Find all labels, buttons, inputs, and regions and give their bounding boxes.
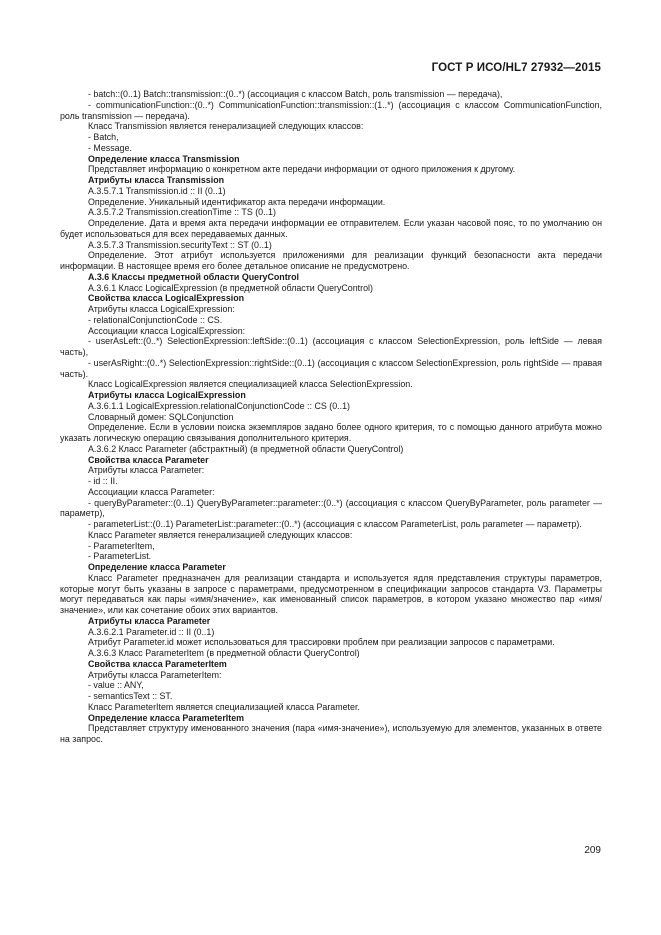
list-item: - Batch, [88, 132, 119, 142]
paragraph: A.3.5.7.3 Transmission.securityText :: ST (0..1) [88, 239, 272, 250]
paragraph: Класс Transmission является генерализацией следующих классов: [88, 121, 364, 132]
list-item: - id :: II. [88, 476, 118, 486]
paragraph: A.3.6.2.1 Parameter.id :: II (0..1) [88, 626, 215, 637]
section-heading: Свойства класса ParameterItem [88, 658, 227, 669]
paragraph: Класс Parameter предназначен для реализации стандарта и используется ядля представления структуры параметров, которые могут быть указаны в запросе с параметрами, предусмотренном в спецификации запросов стандарта V3. Параметры могут передаваться как пары «имя/значение», как именованный список параметров, в котором указано множество пар «имя/значение», или как сочетание обоих этих вариантов. [60, 572, 602, 615]
paragraph: - communicationFunction::(0..*) CommunicationFunction::transmission::(1..*) (ассоциация с классом CommunicationFunction, роль transmission — передача). [60, 99, 602, 121]
paragraph: A.3.6.1.1 LogicalExpression.relationalConjunctionCode :: CS (0..1) [88, 400, 350, 411]
page-body [60, 89, 602, 745]
page-number: 209 [584, 845, 601, 856]
section-heading: Свойства класса Parameter [88, 454, 209, 465]
paragraph: - userAsLeft::(0..*) SelectionExpression::leftSide::(0..1) (ассоциация с классом SelectionExpression, роль leftSide — левая часть), [60, 336, 602, 357]
section-heading: A.3.6 Классы предметной области QueryControl [88, 271, 300, 282]
paragraph: Представляет информацию о конкретном акте передачи информации от одного приложения к другому. [88, 164, 516, 175]
paragraph: Атрибуты класса Parameter: [88, 465, 205, 476]
paragraph: Класс Parameter является генерализацией следующих классов: [88, 529, 353, 540]
section-heading: Свойства класса LogicalExpression [88, 293, 245, 304]
list-item: - semanticsText :: ST. [88, 691, 173, 701]
paragraph: A.3.6.1 Класс LogicalExpression (в предметной области QueryControl) [88, 282, 373, 293]
paragraph: A.3.5.7.2 Transmission.creationTime :: TS (0..1) [88, 207, 276, 218]
paragraph: Определение. Если в условии поиска экземпляров задано более одного критерия, то с помощью данного атрибута можно указать логическую операцию связывания дополнительного критерия. [60, 422, 602, 443]
paragraph: A.3.6.3 Класс ParameterItem (в предметной области QueryControl) [88, 648, 360, 658]
paragraph: Определение. Этот атрибут используется приложениями для реализации функций безопасности акта передачи информации. В настоящее время его более детальное описание не предусмотрено. [60, 250, 602, 271]
section-heading: Атрибуты класса LogicalExpression [88, 390, 246, 400]
paragraph: A.3.5.7.1 Transmission.id :: II (0..1) [88, 185, 226, 196]
paragraph: Ассоциации класса LogicalExpression: [88, 325, 246, 336]
paragraph: - queryByParameter::(0..1) QueryByParameter::parameter::(0..*) (ассоциация с классом QueryByParameter, роль parameter — параметр), [60, 497, 602, 519]
list-item: - ParameterItem, [88, 540, 155, 551]
section-heading: Атрибуты класса Parameter [88, 615, 211, 626]
list-item: - value :: ANY, [88, 680, 144, 691]
list-item: - batch::(0..1) Batch::transmission::(0..*) (ассоциация с классом Batch, роль transmission — передача), [88, 89, 503, 99]
paragraph: Атрибуты класса ParameterItem: [88, 669, 222, 680]
paragraph: Ассоциации класса Parameter: [88, 486, 215, 497]
section-heading: Определение класса ParameterItem [88, 712, 245, 723]
paragraph: Класс ParameterItem является специализацией класса Parameter. [88, 701, 360, 712]
standard-header: ГОСТ Р ИСО/HL7 27932—2015 [431, 62, 601, 74]
paragraph: Определение. Дата и время акта передачи информации ее отправителем. Если указан часовой пояс, то по умолчанию он будет использоваться для всех передаваемых данных. [60, 218, 602, 239]
paragraph: - userAsRight::(0..*) SelectionExpression::rightSide::(0..1) (ассоциация с классом SelectionExpression, роль rightSide — правая часть). [60, 357, 602, 379]
section-heading: Определение класса Transmission [88, 153, 240, 164]
paragraph: Определение. Уникальный идентификатор акта передачи информации. [88, 196, 386, 207]
paragraph: Атрибуты класса LogicalExpression: [88, 304, 235, 314]
paragraph: Словарный домен: SQLConjunction [88, 411, 234, 422]
list-item: - relationalConjunctionCode :: CS. [88, 314, 223, 325]
paragraph: - parameterList::(0..1) ParameterList::parameter::(0..*) (ассоциация с классом ParameterList, роль parameter — параметр). [88, 519, 582, 529]
section-heading: Определение класса Parameter [88, 562, 226, 572]
paragraph: Представляет структуру именованного значения (пара «имя-значение»), используемую для элементов, указанных в ответе на запрос. [60, 723, 602, 744]
paragraph: A.3.6.2 Класс Parameter (абстрактный) (в предметной области QueryControl) [88, 443, 404, 454]
paragraph: Атрибут Parameter.id может использоваться для трассировки проблем при реализации запросов с параметрами. [88, 637, 555, 648]
section-heading: Атрибуты класса Transmission [88, 175, 225, 185]
list-item: - Message. [88, 142, 132, 153]
paragraph: Класс LogicalExpression является специализацией класса SelectionExpression. [88, 379, 413, 390]
list-item: - ParameterList. [88, 551, 152, 562]
